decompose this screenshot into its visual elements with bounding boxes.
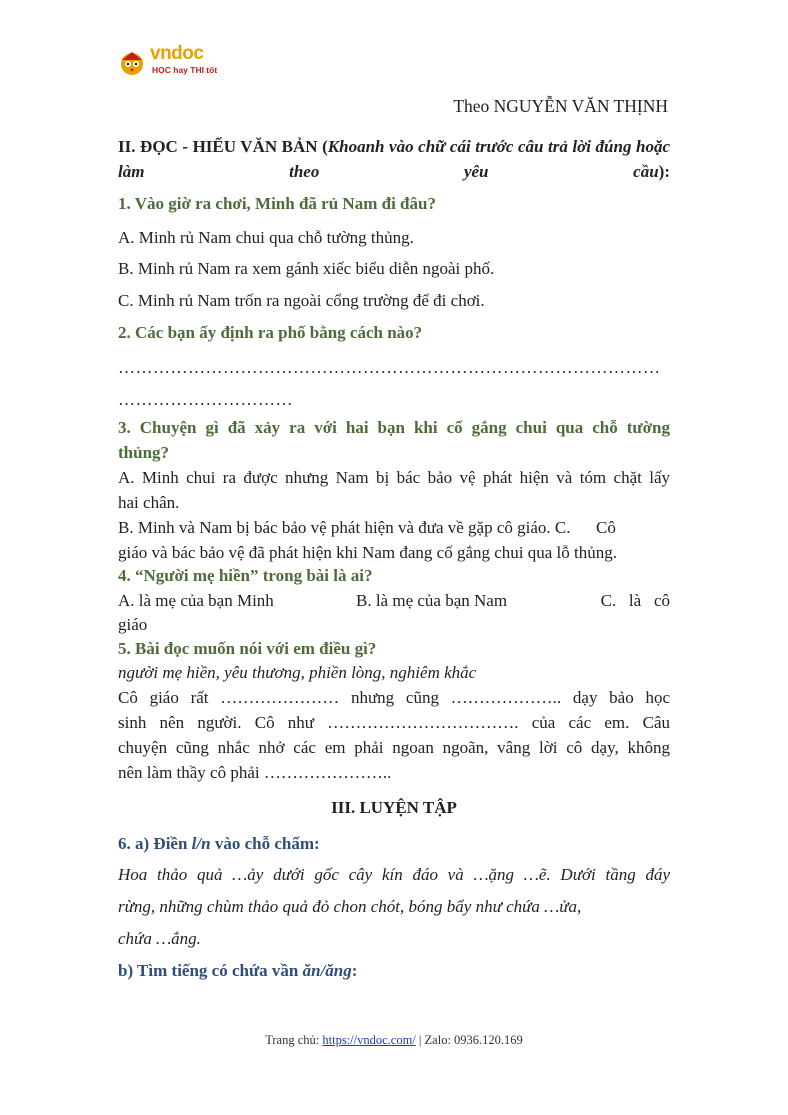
section-2-title-italic: Khoanh vào chữ cái trước câu trả lời đúng hoặc làm theo yêu cầu [118,137,671,181]
q4-option-c-continued: giáo [118,615,148,634]
q6a-passage-line-2: rừng, những chùm thảo quả đỏ chon chót, bóng bẩy như chứa …ửa, [118,897,582,916]
q3-option-a-line-1: A. Minh chui ra được nhưng Nam bị bác bảo vệ phát hiện và tóm chặt lấy [118,468,670,487]
owl-mascot-icon [118,46,150,78]
q4-option-a: A. là mẹ của bạn Minh [118,591,274,610]
q5-fill-line-1: Cô giáo rất ………………… nhưng cũng ……………….. dạy bảo học [118,688,670,707]
logo-brand-text: vndoc [150,43,204,64]
footer-suffix: | Zalo: 0936.120.169 [415,1033,523,1047]
q2-question: 2. Các bạn ấy định ra phố bằng cách nào? [118,323,423,342]
q5-word-bank: người mẹ hiền, yêu thương, phiền lòng, nghiêm khắc [118,663,477,682]
q1-option-b: B. Minh rủ Nam ra xem gánh xiếc biểu diễn ngoài phố. [118,259,495,278]
footer-homepage-link[interactable]: https://vndoc.com/ [322,1033,416,1047]
q6a-italic: l/n [191,834,211,853]
q3-question-line-1: 3. Chuyện gì đã xảy ra với hai bạn khi cố gắng chui qua chỗ tường [118,418,670,437]
section-2-title-end: ): [658,162,670,181]
q6a-passage-line-1: Hoa thảo quả …ảy dưới gốc cây kín đáo và …ặng …ẽ. Dưới tầng đáy [118,865,670,884]
vndoc-logo[interactable] [118,44,228,82]
section-2-title [118,134,670,184]
q3-question-line-2: thủng? [118,443,170,462]
q6a-passage-line-3: chứa …ắng. [118,929,201,948]
q6a-prefix: 6. a) Điền [118,834,192,853]
footer-prefix: Trang chủ: [265,1033,323,1047]
q2-answer-dots-1: ………………………………………………………………………………… [118,358,661,377]
q6b-italic: ăn/ăng [302,961,352,980]
author-credit: Theo NGUYỄN VĂN THỊNH [453,96,668,116]
q5-fill-line-2: sinh nên người. Cô như ……………………………. của các em. Câu [118,713,670,732]
q6b-prefix: b) Tìm tiếng có chứa vần [118,961,303,980]
q6a-suffix: vào chỗ chấm: [210,834,320,853]
q4-question: 4. “Người mẹ hiền” trong bài là ai? [118,566,373,585]
q2-answer-dots-2: ………………………… [118,390,293,409]
q3-option-c-line-2: giáo và bác bảo vệ đã phát hiện khi Nam đang cố gắng chui qua lỗ thủng. [118,543,617,562]
logo-tagline: HỌC hay THI tốt [152,65,218,75]
page-footer [0,1033,788,1048]
section-3-title: III. LUYỆN TẬP [331,798,457,817]
section-2-title-bold: II. ĐỌC - HIỂU VĂN BẢN ( [118,137,328,156]
q4-option-c: C. là cô [600,591,670,610]
q3-option-a-line-2: hai chân. [118,493,180,512]
q3-option-b-line-1: B. Minh và Nam bị bác bảo vệ phát hiện và đưa về gặp cô giáo. C. Cô [118,518,616,537]
q4-option-b: B. là mẹ của bạn Nam [356,591,508,610]
q5-fill-line-3: chuyện cũng nhắc nhở các em phải ngoan ngoãn, vâng lời cô dạy, không [118,738,670,757]
q6a-instruction [118,831,670,856]
q6b-instruction [118,958,670,983]
q6b-suffix: : [351,961,358,980]
q1-option-c: C. Minh rủ Nam trốn ra ngoài cổng trường để đi chơi. [118,291,485,310]
q1-question: 1. Vào giờ ra chơi, Minh đã rủ Nam đi đâu? [118,194,436,213]
q4-options-row [118,588,670,613]
q5-question: 5. Bài đọc muốn nói với em điều gì? [118,639,377,658]
q1-option-a: A. Minh rủ Nam chui qua chỗ tường thủng. [118,228,414,247]
q5-fill-line-4: nên làm thầy cô phải ………………….. [118,763,392,782]
